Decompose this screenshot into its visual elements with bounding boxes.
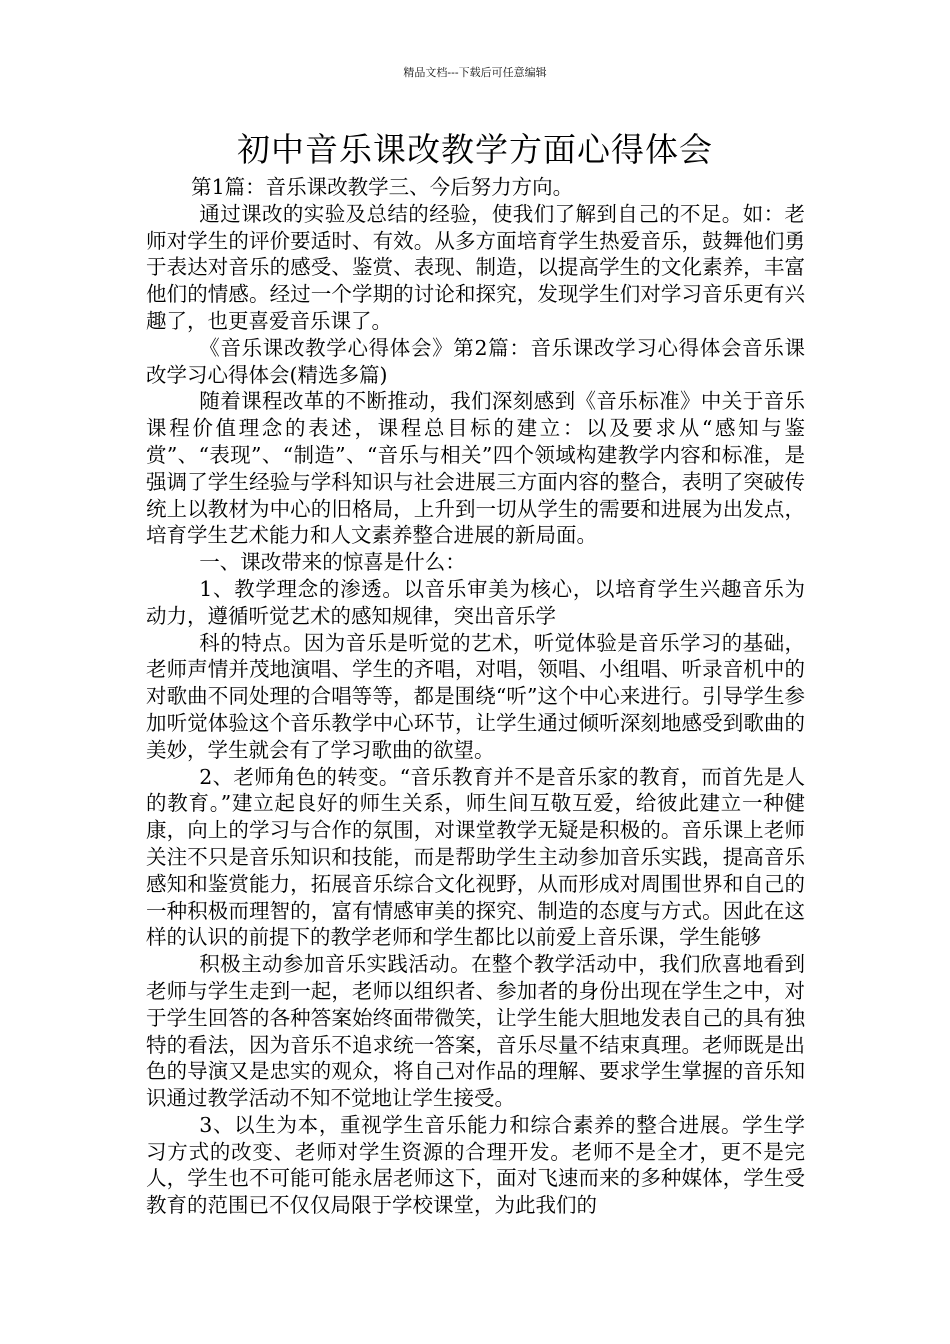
paragraph: 2、老师角色的转变。“音乐教育并不是音乐家的教育，而首先是人的教育。”建立起良好的师生关系，师生间互敬互爱，给彼此建立一种健康，向上的学习与合作的氛围，对课堂教学无疑是积极的。音乐课上老师关注不只是音乐知识和技能，而是帮助学生主动参加音乐实践，提高音乐感知和鉴赏能力，拓展音乐综合文化视野，从而形成对周围世界和自己的一种积极而理智的，富有情感审美的探究、制造的态度与方式。因此在这样的认识的前提下的教学老师和学生都比以前爱上音乐课，学生能够 (146, 764, 805, 950)
paragraph: 通过课改的实验及总结的经验，使我们了解到自己的不足。如：老师对学生的评价要适时、有效。从多方面培育学生热爱音乐，鼓舞他们勇于表达对音乐的感受、鉴赏、表现、制造，以提高学生的文化素养，丰富他们的情感。经过一个学期的讨论和探究，发现学生们对学习音乐更有兴趣了，也更喜爱音乐课了。 (146, 201, 805, 333)
paragraph: 3、以生为本，重视学生音乐能力和综合素养的整合进展。学生学习方式的改变、老师对学生资源的合理开发。老师不是全才，更不是完人，学生也不可能可能永居老师这下，面对飞速而来的多种媒体，学生受教育的范围已不仅仅局限于学校课堂，为此我们的 (146, 1112, 805, 1218)
section-heading: 一、课改带来的惊喜是什么： (199, 550, 466, 575)
paragraph: 积极主动参加音乐实践活动。在整个教学活动中，我们欣喜地看到老师与学生走到一起，老师以组织者、参加者的身份出现在学生之中，对于学生回答的各种答案始终面带微笑，让学生能大胆地发表自己的具有独特的看法，因为音乐不追求统一答案，音乐尽量不结束真理。老师既是出色的导演又是忠实的观众，将自己对作品的理解、要求学生掌握的音乐知识通过教学活动不知不觉地让学生接受。 (146, 952, 805, 1111)
paragraph: 1、教学理念的渗透。以音乐审美为核心，以培育学生兴趣音乐为动力，遵循听觉艺术的感知规律，突出音乐学 (146, 576, 805, 628)
paragraph: 第1篇：音乐课改教学三、今后努力方向。 (191, 175, 574, 199)
document-title: 初中音乐课改教学方面心得体会 (237, 130, 713, 169)
paragraph: 随着课程改革的不断推动，我们深刻感到《音乐标准》中关于音乐课程价值理念的表述，课程总目标的建立：以及要求从“感知与鉴赏”、“表现”、“制造”、“音乐与相关”四个领域构建教学内容和标准，是强调了学生经验与学科知识与社会进展三方面内容的整合，表明了突破传统上以教材为中心的旧格局，上升到一切从学生的需要和进展为出发点，培育学生艺术能力和人文素养整合进展的新局面。 (146, 389, 805, 548)
page-header: 精品文档---下载后可任意编辑 (403, 66, 547, 79)
document-body (146, 174, 805, 1219)
paragraph: 科的特点。因为音乐是听觉的艺术，听觉体验是音乐学习的基础，老师声情并茂地演唱、学生的齐唱，对唱，领唱、小组唱、听录音机中的对歌曲不同处理的合唱等等，都是围绕“听”这个中心来进行。引导学生参加听觉体验这个音乐教学中心环节，让学生通过倾听深刻地感受到歌曲的美妙，学生就会有了学习歌曲的欲望。 (146, 630, 805, 762)
paragraph: 《音乐课改教学心得体会》第2篇：音乐课改学习心得体会音乐课改学习心得体会(精选多篇) (146, 335, 805, 387)
